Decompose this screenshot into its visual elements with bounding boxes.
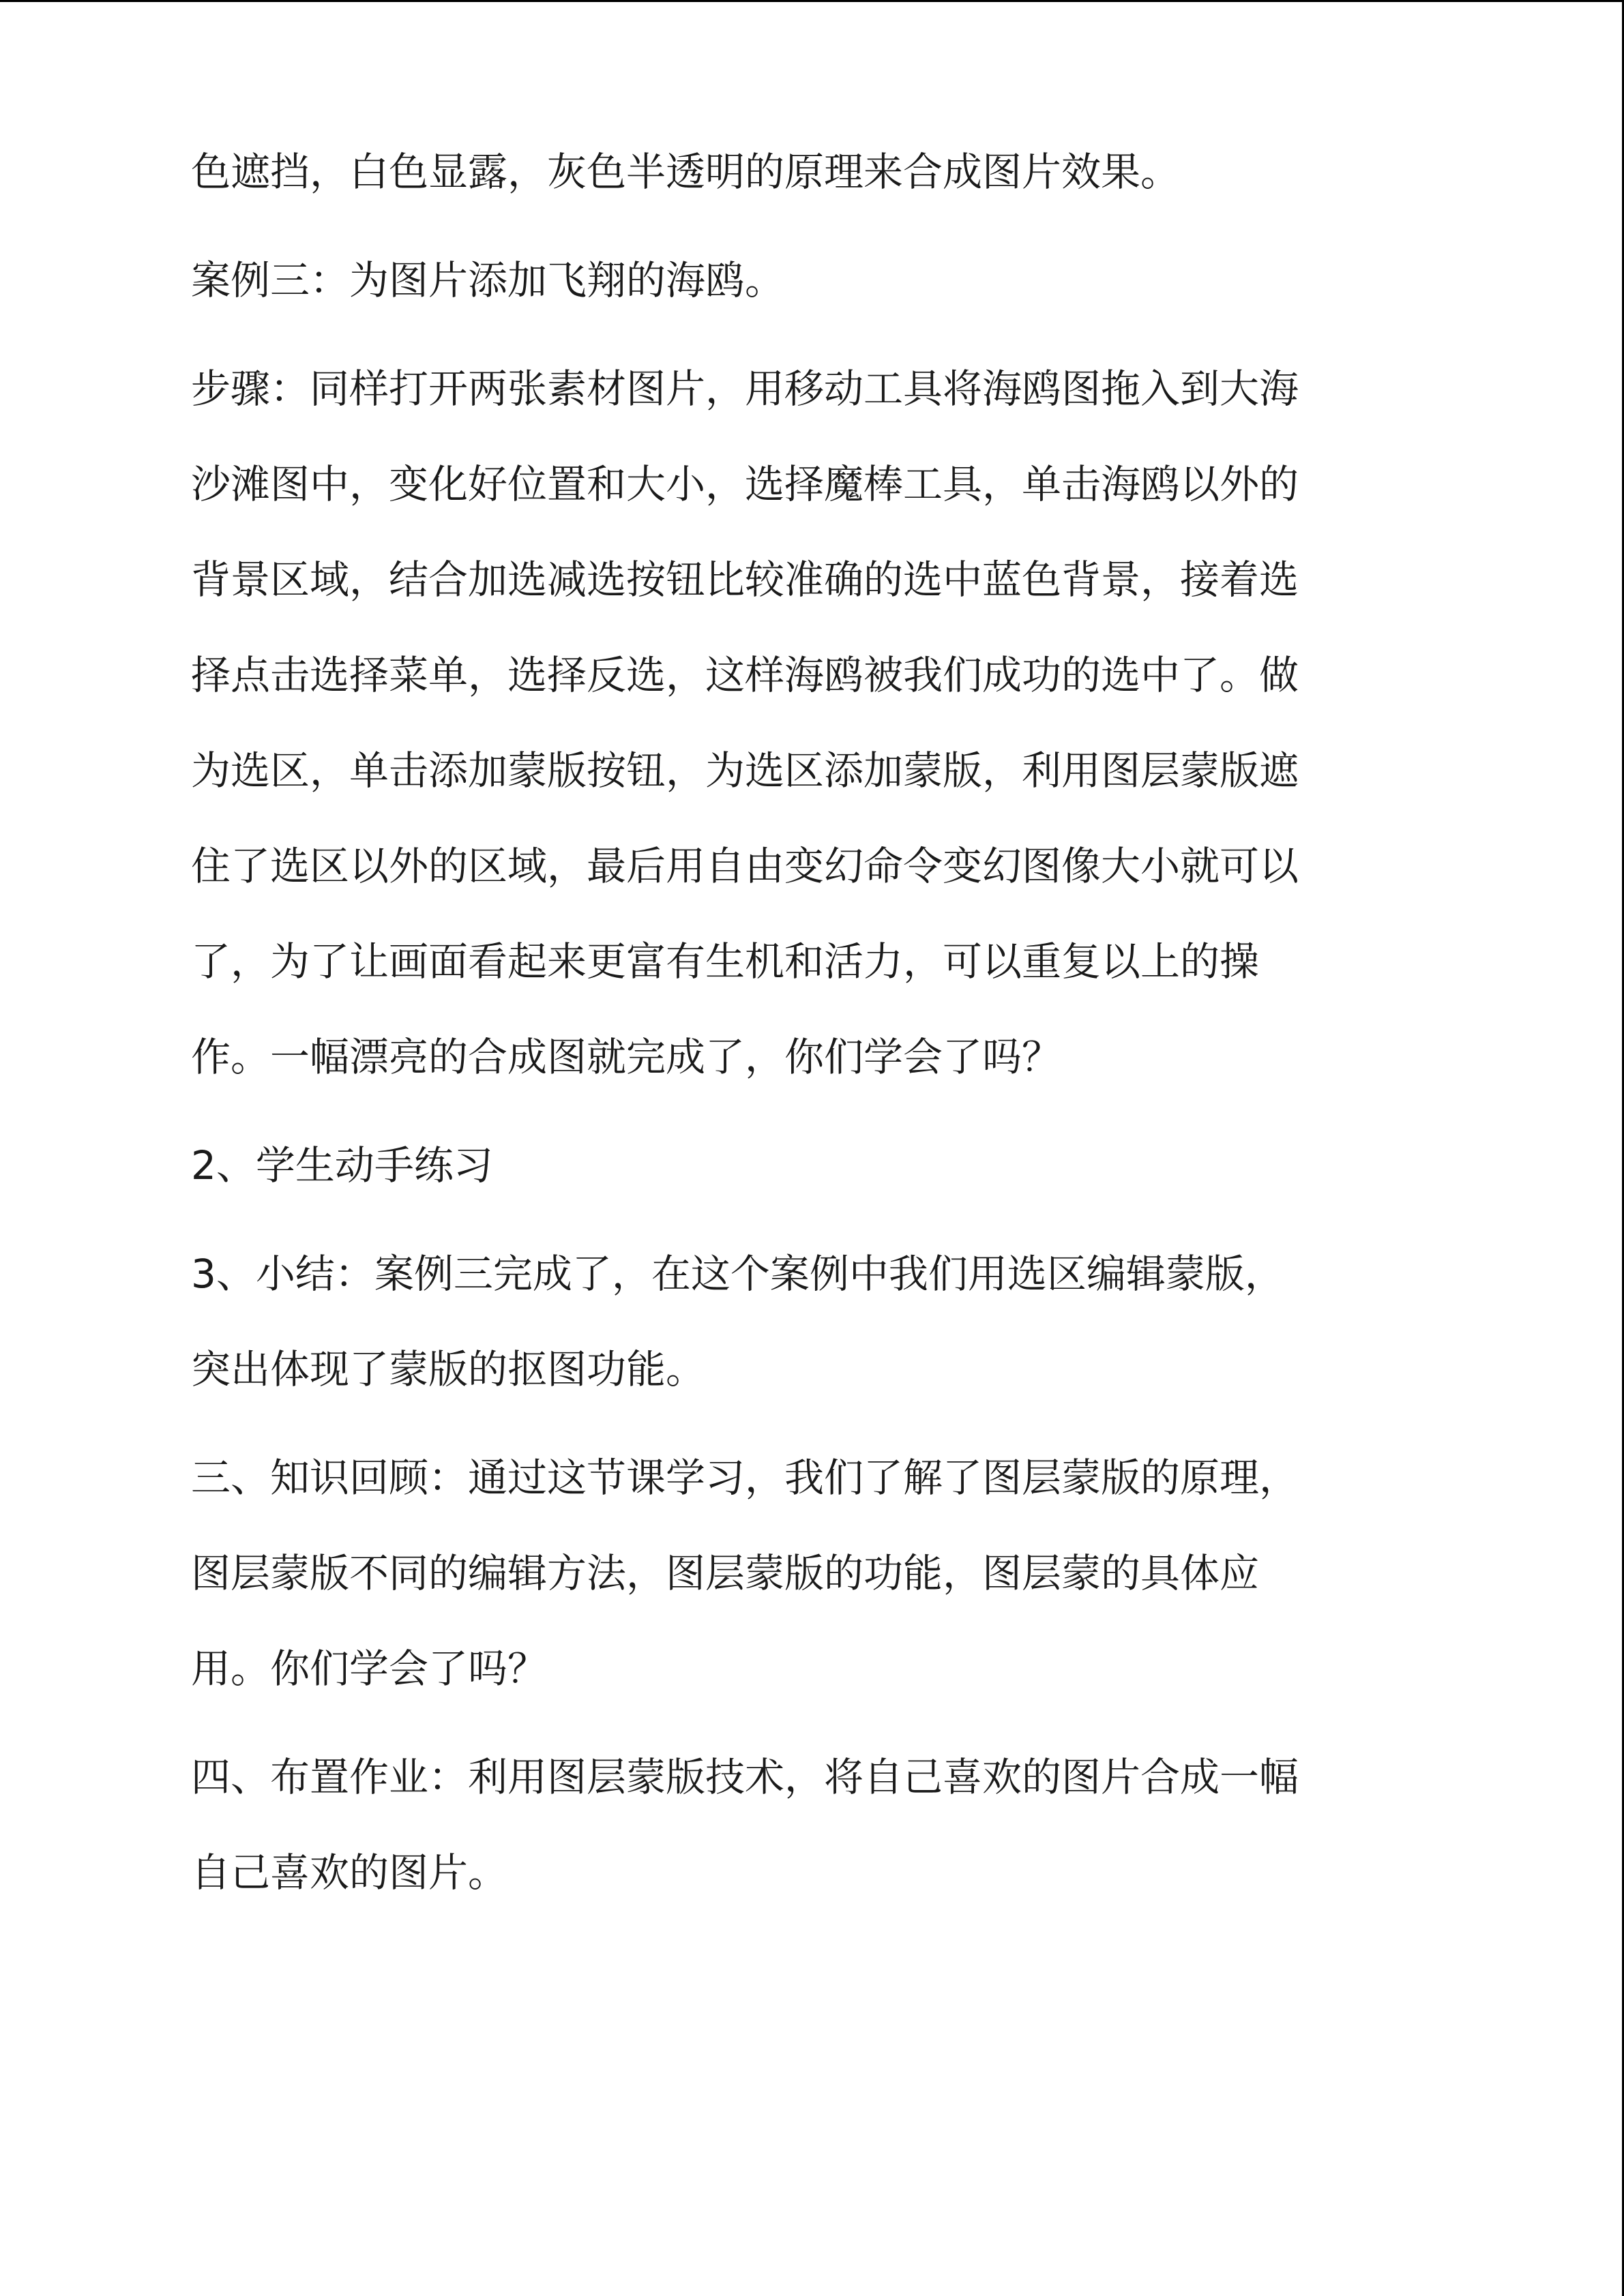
text-line: 背景区域，结合加选减选按钮比较准确的选中蓝色背景，接着选 (191, 556, 1299, 603)
paragraph-student-practice (191, 1118, 1439, 1213)
paragraph-steps (191, 341, 1439, 1105)
text-line: 步骤：同样打开两张素材图片，用移动工具将海鸥图拖入到大海 (191, 366, 1299, 412)
paragraph-homework (191, 1729, 1439, 1920)
text-line: 突出体现了蒙版的抠图功能。 (191, 1346, 706, 1392)
text-line: 四、布置作业：利用图层蒙版技术，将自己喜欢的图片合成一幅 (191, 1754, 1299, 1800)
document-body (191, 124, 1439, 1933)
paragraph-mask-principle (191, 124, 1439, 220)
text-line: 2、学生动手练习 (191, 1142, 493, 1189)
text-line: 自己喜欢的图片。 (191, 1849, 508, 1896)
text-line: 案例三：为图片添加飞翔的海鸥。 (191, 257, 785, 303)
text-line: 沙滩图中，变化好位置和大小，选择魔棒工具，单击海鸥以外的 (191, 461, 1299, 507)
text-line: 作。一幅漂亮的合成图就完成了，你们学会了吗？ (191, 1034, 1062, 1080)
paragraph-summary (191, 1226, 1439, 1417)
text-line: 用。你们学会了吗？ (191, 1645, 548, 1692)
text-line: 住了选区以外的区域，最后用自由变幻命令变幻图像大小就可以 (191, 843, 1299, 889)
paragraph-knowledge-review (191, 1430, 1439, 1716)
text-line: 3、小结：案例三完成了，在这个案例中我们用选区编辑蒙版， (191, 1251, 1284, 1297)
text-line: 择点击选择菜单，选择反选，这样海鸥被我们成功的选中了。做 (191, 652, 1299, 698)
paragraph-case-three-title (191, 233, 1439, 328)
text-line: 图层蒙版不同的编辑方法，图层蒙版的功能，图层蒙的具体应 (191, 1550, 1260, 1596)
text-line: 色遮挡，白色显露，灰色半透明的原理来合成图片效果。 (191, 149, 1181, 195)
page-top-border (0, 0, 1624, 2)
text-line: 了，为了让画面看起来更富有生机和活力，可以重复以上的操 (191, 938, 1260, 985)
text-line: 为选区，单击添加蒙版按钮，为选区添加蒙版，利用图层蒙版遮 (191, 747, 1299, 794)
text-line: 三、知识回顾：通过这节课学习，我们了解了图层蒙版的原理， (191, 1455, 1299, 1501)
